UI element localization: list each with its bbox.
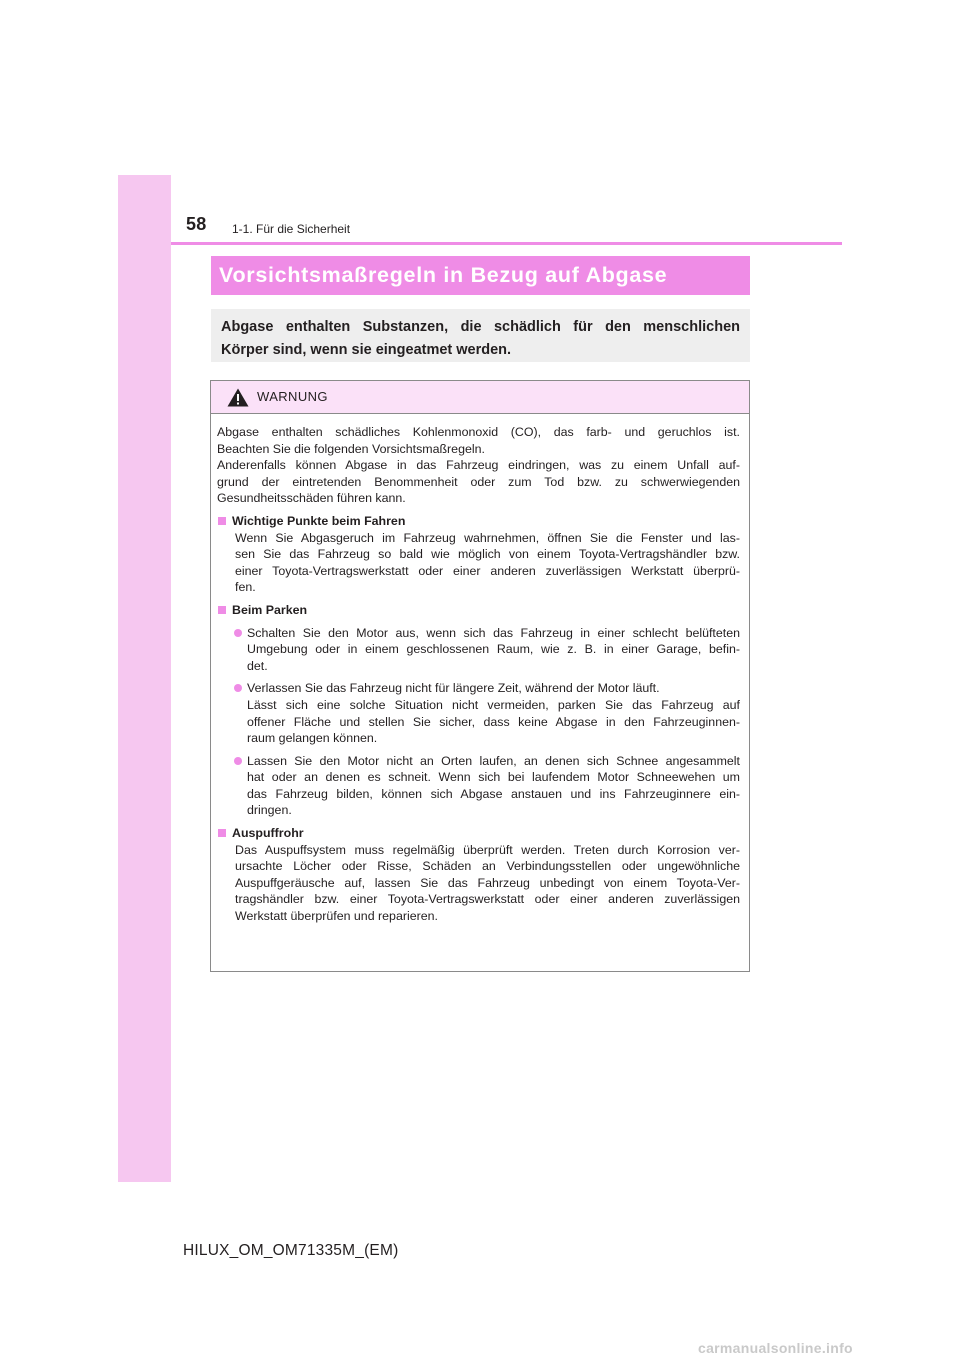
text-line: Werkstatt überprüfen und reparieren. bbox=[235, 909, 438, 924]
warning-body bbox=[211, 414, 749, 925]
section-text bbox=[217, 530, 740, 596]
text-line: sen Sie das Fahrzeug so bald wie möglich von einem Toyota-Vertragshändler bzw. bbox=[235, 547, 740, 562]
circle-bullet-icon bbox=[234, 684, 242, 692]
section-heading: Wichtige Punkte beim Fahren bbox=[217, 513, 740, 530]
warning-triangle-icon bbox=[227, 388, 249, 407]
square-bullet-icon bbox=[218, 517, 226, 525]
page-number: 58 bbox=[186, 214, 207, 234]
header-rule bbox=[171, 242, 842, 245]
square-bullet-icon bbox=[218, 829, 226, 837]
text-line: Wenn Sie Abgasgeruch im Fahrzeug wahrnehmen, öffnen Sie die Fenster und las- bbox=[235, 530, 740, 545]
warning-intro bbox=[217, 424, 740, 507]
text-line: Lassen Sie den Motor nicht an Orten laufen, an denen sich Schnee angesammelt bbox=[247, 753, 740, 768]
bullet-item bbox=[217, 753, 740, 819]
text-line: Anderenfalls können Abgase in das Fahrzeug eindringen, was zu einem Unfall auf- bbox=[217, 458, 740, 473]
footer-code: HILUX_OM_OM71335M_(EM) bbox=[183, 1242, 399, 1259]
section-text bbox=[217, 842, 740, 925]
section-heading: Beim Parken bbox=[217, 602, 740, 619]
text-line: grund der eintretenden Benommenheit oder zum Tod bzw. zu schwerwiegenden bbox=[217, 474, 740, 489]
section-heading: Auspuffrohr bbox=[217, 825, 740, 842]
bullet-item bbox=[217, 625, 740, 675]
page-title: Vorsichtsmaßregeln in Bezug auf Abgase bbox=[219, 263, 668, 287]
side-band bbox=[118, 175, 171, 1182]
square-bullet-icon bbox=[218, 606, 226, 614]
text-line: Auspuffgeräusche auf, lassen Sie das Fahrzeug unbedingt von einem Toyota-Ver- bbox=[235, 875, 740, 890]
text-line: hat oder an denen es schneit. Wenn sich bei laufendem Motor Schneewehen um bbox=[247, 770, 740, 785]
text-line: ursachte Löcher oder Risse, Schäden an Verbindungsstellen oder ungewöhnliche bbox=[235, 859, 740, 874]
text-line: raum gelangen können. bbox=[247, 731, 378, 746]
text-line: det. bbox=[247, 658, 268, 673]
text-line: Beachten Sie die folgenden Vorsichtsmaßregeln. bbox=[217, 441, 485, 456]
text-line: einer Toyota-Vertragswerkstatt oder einer anderen zuverlässigen Werkstatt überprü- bbox=[235, 563, 740, 578]
warning-label: WARNUNG bbox=[257, 389, 328, 404]
title-bar bbox=[211, 256, 750, 295]
text-line: Abgase enthalten schädliches Kohlenmonoxid (CO), das farb- und geruchlos ist. bbox=[217, 425, 740, 439]
bullet-item bbox=[217, 680, 740, 746]
intro-line: Abgase enthalten Substanzen, die schädlich für den menschlichen bbox=[221, 319, 740, 335]
text-line: dringen. bbox=[247, 803, 292, 818]
warning-box bbox=[210, 380, 750, 972]
watermark: carmanualsonline.info bbox=[698, 1340, 853, 1356]
section-label: 1-1. Für die Sicherheit bbox=[232, 222, 351, 236]
text-line: das Fahrzeug bilden, können sich Abgase anstauen und ins Fahrzeuginnere ein- bbox=[247, 786, 740, 801]
circle-bullet-icon bbox=[234, 629, 242, 637]
warning-header bbox=[211, 381, 749, 414]
intro-line: Körper sind, wenn sie eingeatmet werden. bbox=[221, 342, 512, 358]
text-line: tragshändler bzw. einer Toyota-Vertragswerkstatt oder einer anderen zuverlässigen bbox=[235, 892, 740, 907]
text-line: Das Auspuffsystem muss regelmäßig überprüft werden. Treten durch Korrosion ver- bbox=[235, 842, 740, 857]
text-line: offener Fläche und stellen Sie sicher, dass keine Abgase in den Fahrzeuginnen- bbox=[247, 714, 740, 729]
circle-bullet-icon bbox=[234, 757, 242, 765]
text-line: Schalten Sie den Motor aus, wenn sich das Fahrzeug in einer schlecht belüfteten bbox=[247, 625, 740, 640]
text-line: Umgebung oder in einem geschlossenen Raum, wie z. B. in einer Garage, befin- bbox=[247, 642, 740, 657]
text-line: Verlassen Sie das Fahrzeug nicht für längere Zeit, während der Motor läuft. bbox=[247, 681, 660, 696]
text-line: Gesundheitsschäden führen kann. bbox=[217, 491, 406, 506]
text-line: fen. bbox=[235, 580, 256, 595]
text-line: Lässt sich eine solche Situation nicht vermeiden, parken Sie das Fahrzeug auf bbox=[247, 697, 740, 712]
intro-box bbox=[211, 309, 750, 362]
